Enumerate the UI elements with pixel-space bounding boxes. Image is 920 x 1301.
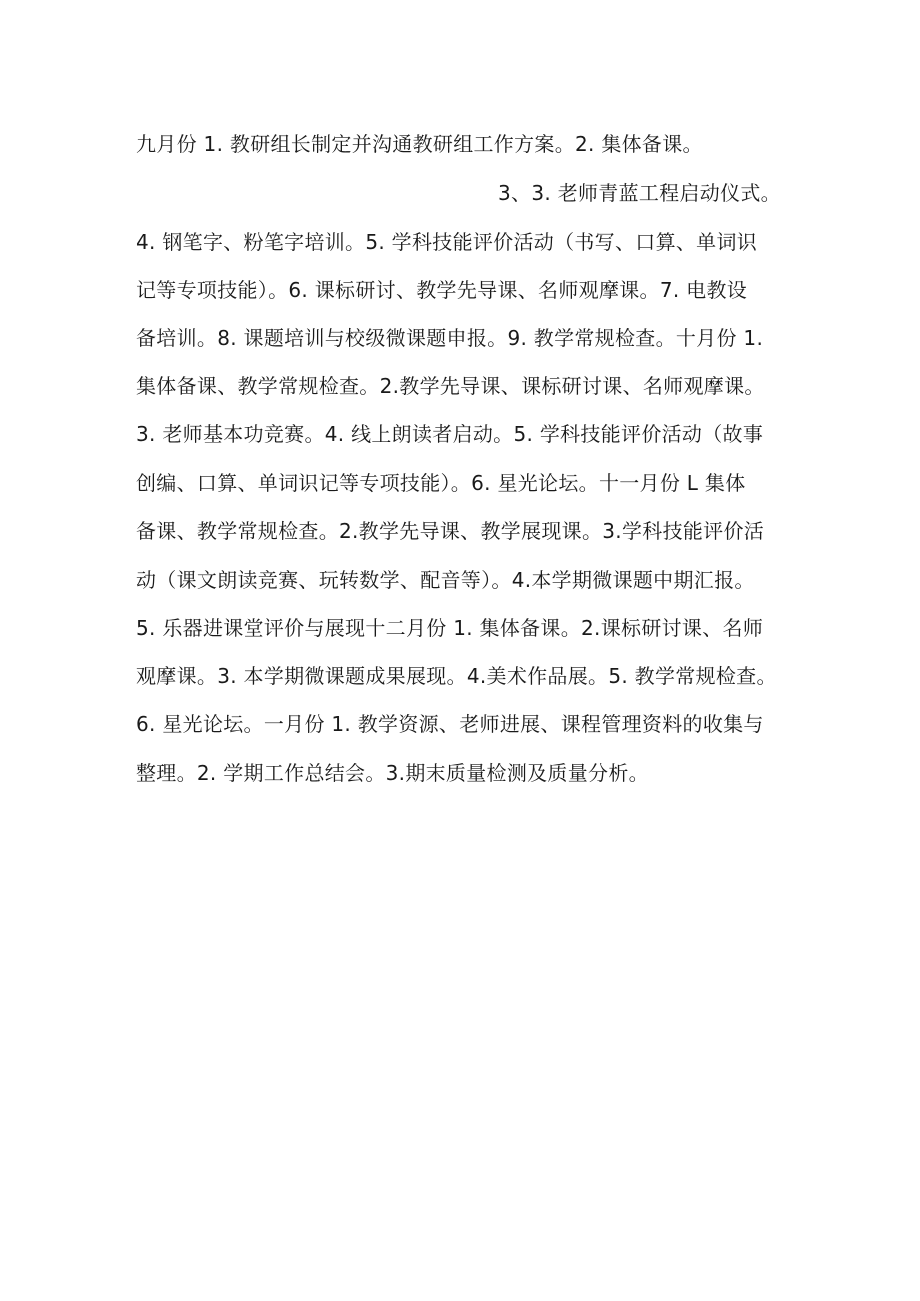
text-line: 4. 钢笔字、粉笔字培训。5. 学科技能评价活动（书写、口算、单词识 [136,230,758,254]
text-line: 创编、口算、单词识记等专项技能）。6. 星光论坛。十一月份 L 集体 [136,471,746,495]
text-line: 记等专项技能）。6. 课标研讨、教学先导课、名师观摩课。7. 电教设 [136,278,748,302]
text-line: 九月份 1. 教研组长制定并沟通教研组工作方案。2. 集体备课。 [136,132,703,156]
text-line: 备课、教学常规检查。2.教学先导课、教学展现课。3.学科技能评价活 [136,519,765,543]
text-line: 整理。2. 学期工作总结会。3.期末质量检测及质量分析。 [136,761,649,785]
text-line: 6. 星光论坛。一月份 1. 教学资源、老师进展、课程管理资料的收集与 [136,712,764,736]
text-line: 动（课文朗读竞赛、玩转数学、配音等）。4.本学期微课题中期汇报。 [136,568,755,592]
text-line: 3. 老师基本功竞赛。4. 线上朗读者启动。5. 学科技能评价活动（故事 [136,422,764,446]
text-line: 3、3. 老师青蓝工程启动仪式。 [498,181,781,205]
text-line: 观摩课。3. 本学期微课题成果展现。4.美术作品展。5. 教学常规检查。 [136,664,777,688]
text-line: 5. 乐器进课堂评价与展现十二月份 1. 集体备课。2.课标研讨课、名师 [136,616,764,640]
text-line: 集体备课、教学常规检查。2.教学先导课、课标研讨课、名师观摩课。 [136,374,765,398]
text-line: 备培训。8. 课题培训与校级微课题申报。9. 教学常规检查。十月份 1. [136,326,764,350]
